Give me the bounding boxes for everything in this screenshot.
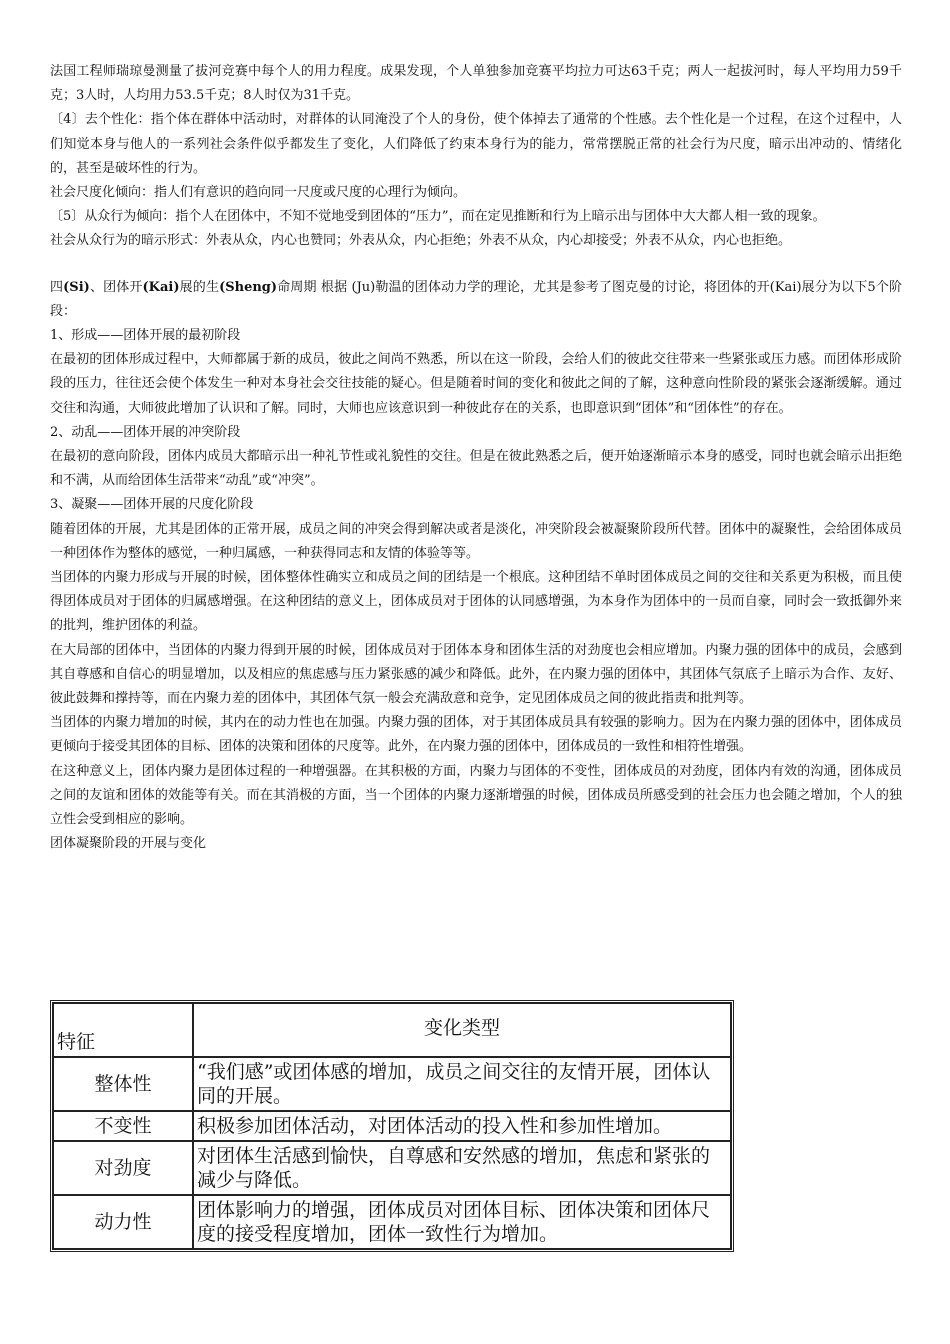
document-body xyxy=(50,60,902,856)
table-caption: 团体凝聚阶段的开展与变化 xyxy=(50,836,207,852)
table-cell-feature: 整体性 xyxy=(53,1057,193,1111)
cohesion-paragraph: 当团体的内聚力增加的时候，其内在的动力性也在加强。内聚力强的团体，对于其团体成员具有较强的影响力。因为在内聚力强的团体中，团体成员更倾向于接受其团体的目标、团体的决策和团体的尺度等。此外，在内聚力强的团体中，团体成员的一致性和相符性增强。 xyxy=(50,715,902,755)
table-cell-feature: 动力性 xyxy=(53,1195,193,1249)
table-header-row xyxy=(53,1003,731,1057)
table-cell-feature: 不变性 xyxy=(53,1111,193,1141)
section-spacer xyxy=(50,254,902,276)
paragraph-deindividuation: 〔4〕去个性化：指个体在群体中活动时，对群体的认同淹没了个人的身份，使个体掉去了通常的个性感。去个性化是一个过程，在这个过程中，人们知觉本身与他人的一系列社会条件似乎都发生了变化，人们降低了约束本身行为的能力，常常摆脱正常的社会行为尺度，暗示出冲动的、情绪化的，甚至是破坏性的行为。 xyxy=(50,112,902,176)
cohesion-change-table xyxy=(50,1000,734,1252)
stage-3-body: 随着团体的开展，尤其是团体的正常开展，成员之间的冲突会得到解决或者是淡化，冲突阶段会被凝聚阶段所代替。团体中的凝聚性，会给团体成员一种团体作为整体的感觉，一种归属感，一种获得同志和友情的体验等等。 xyxy=(50,521,902,561)
table-header-feature: 特征 xyxy=(53,1003,193,1057)
stage-2-body: 在最初的意向阶段，团体内成员大都暗示出一种礼节性或礼貌性的交往。但是在彼此熟悉之后，便开始逐渐暗示本身的感受，同时也就会暗示出拒绝和不满，从而给团体生活带来“动乱”或“冲突”。 xyxy=(50,449,902,489)
paragraph-tug-of-war: 法国工程师瑞琼曼测量了拔河竞赛中每个人的用力程度。成果发现，个人单独参加竞赛平均拉力可达63千克；两人一起拔河时，每人平均用力59千克；3人时，人均用力53.5千克；8人时仅为31千克。 xyxy=(50,64,902,104)
table-cell-change: 团体影响力的增强，团体成员对团体目标、团体决策和团体尺度的接受程度增加，团体一致性行为增加。 xyxy=(193,1195,731,1249)
table-row xyxy=(53,1141,731,1195)
cohesion-paragraph: 在大局部的团体中，当团体的内聚力得到开展的时候，团体成员对于团体本身和团体生活的对劲度也会相应增加。内聚力强的团体中的成员，会感到其自尊感和自信心的明显增加，以及相应的焦虑感与压力紧张感的减少和降低。此外，在内聚力强的团体中，其团体气氛底子上暗示为合作、友好、彼此鼓舞和撑持等，而在内聚力差的团体中，其团体气氛一般会充满敌意和竞争，定见团体成员之间的彼此指责和批判等。 xyxy=(50,642,902,707)
heading-text: 展的生 xyxy=(179,279,220,295)
table-cell-change: 对团体生活感到愉快，自尊感和安然感的增加，焦虑和紧张的减少与降低。 xyxy=(193,1141,731,1195)
stage-1-body: 在最初的团体形成过程中，大师都属于新的成员，彼此之间尚不熟悉，所以在这一阶段，会给人们的彼此交往带来一些紧张或压力感。而团体形成阶段的压力，往往还会使个体发生一种对本身社会交往技能的疑心。但是随着时间的变化和彼此之间的了解，这种意向性阶段的紧张会逐渐缓解。通过交往和沟通，大师彼此增加了认识和了解。同时，大师也应该意识到一种彼此存在的关系，也即意识到“团体”和“团体性”的存在。 xyxy=(50,352,902,416)
paragraph-conformity: 〔5〕从众行为倾向：指个人在团体中，不知不觉地受到团体的“压力”，而在定见推断和行为上暗示出与团体中大大都人相一致的现象。 xyxy=(50,209,826,225)
cohesion-paragraph: 当团体的内聚力形成与开展的时候，团体整体性确实立和成员之间的团结是一个根底。这种团结不单时团体成员之间的交往和关系更为积极，而且使得团体成员对于团体的归属感增强。在这种团结的意义上，团体成员对于团体的认同感增强，为本身作为团体中的一员而自豪，同时会一致抵御外来的批判，维护团体的利益。 xyxy=(50,570,902,634)
table-row xyxy=(53,1111,731,1141)
stage-2-title: 2、动乱——团体开展的冲突阶段 xyxy=(50,424,241,440)
heading-bold-pinyin: (Sheng) xyxy=(219,279,278,295)
table-cell-change: 积极参加团体活动，对团体活动的投入性和参加性增加。 xyxy=(193,1111,731,1141)
heading-bold-pinyin: (Si) xyxy=(63,279,90,295)
table-row xyxy=(53,1057,731,1111)
stage-1-title: 1、形成——团体开展的最初阶段 xyxy=(50,328,241,344)
cohesion-paragraph: 在这种意义上，团体内聚力是团体过程的一种增强器。在其积极的方面，内聚力与团体的不变性，团体成员的对劲度，团体内有效的沟通，团体成员之间的友谊和团体的效能等有关。而在其消极的方面，当一个团体的内聚力逐渐增强的时候，团体成员所感受到的社会压力也会随之增加，个人的独立性会受到相应的影响。 xyxy=(50,763,902,828)
heading-text: 命周期 根据 (Ju)勒温的团体动力学的理论，尤其是参考了图克曼的讨论，将团体的开(Kai)展分为以下5个阶段： xyxy=(50,279,902,319)
heading-text: 四 xyxy=(50,279,64,295)
table-row xyxy=(53,1195,731,1249)
paragraph-conformity-forms: 社会从众行为的暗示形式：外表从众，内心也赞同；外表从众，内心拒绝；外表不从众，内心却接受；外表不从众，内心也拒绝。 xyxy=(50,233,792,249)
paragraph-social-norm-tendency: 社会尺度化倾向：指人们有意识的趋向同一尺度或尺度的心理行为倾向。 xyxy=(50,185,467,201)
table-cell-change: “我们感”或团体感的增加，成员之间交往的友情开展，团体认同的开展。 xyxy=(193,1057,731,1111)
table-cell-feature: 对劲度 xyxy=(53,1141,193,1195)
section-heading-life-cycle xyxy=(50,276,902,324)
heading-bold-pinyin: (Kai) xyxy=(142,279,180,295)
table-header-change-type: 变化类型 xyxy=(193,1003,731,1057)
stage-3-title: 3、凝聚——团体开展的尺度化阶段 xyxy=(50,497,254,513)
heading-text: 、团体开 xyxy=(89,279,143,295)
